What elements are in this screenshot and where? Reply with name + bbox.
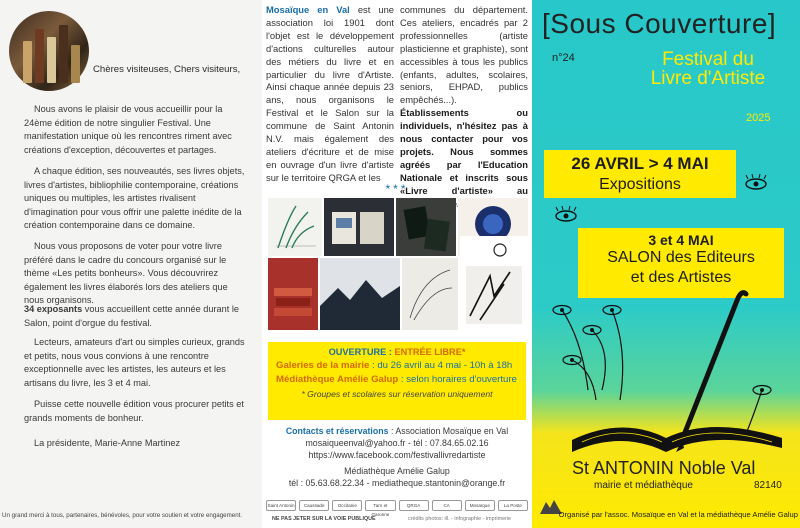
drawing-photo — [402, 258, 458, 330]
facebook-link[interactable]: https://www.facebook.com/festivallivredartiste — [308, 450, 486, 460]
credits-line: crédits photos: ill. - infographie - imprimerie — [408, 516, 512, 522]
welcome-paragraph-4: 34 exposants vous accueillent cette année durant le Salon, point d'orgue du festival. — [24, 304, 240, 328]
salon-line-1: SALON des Editeurs — [607, 249, 755, 266]
cover-panel — [532, 0, 800, 528]
section-separator: *** — [385, 182, 409, 196]
mediatheque-contact[interactable]: tél : 05.63.68.22.34 - mediatheque.stantonin@orange.fr — [288, 478, 506, 488]
thanks-footer: Un grand merci à tous, partenaires, bénévoles, pour votre soutien et votre engagement. — [2, 512, 243, 519]
festival-year: 2025 — [746, 112, 771, 124]
venue-subtitle: mairie et médiathèque — [594, 480, 693, 491]
exhibitions-box — [544, 150, 736, 198]
opening-line: OUVERTURE : ENTRÉE LIBRE* — [328, 347, 466, 357]
president-signature: La présidente, Marie-Anne Martinez — [34, 438, 181, 448]
landscape-print-photo — [320, 258, 400, 330]
tablet-photo — [396, 198, 456, 256]
festival-subtitle: Festival du Livre d'Artiste — [650, 49, 766, 89]
eye-flower-icon — [552, 206, 580, 224]
partner-logo: CA — [432, 500, 462, 511]
red-books-photo — [268, 258, 318, 330]
salon-dates: 3 et 4 MAI — [648, 232, 714, 248]
festival-title: [Sous Couverture] — [542, 8, 777, 39]
partner-logo: QRGA — [399, 500, 429, 511]
contact-heading: Contacts et réservations : Association Mosaïque en Val — [285, 426, 509, 436]
partner-logo: La Poste — [498, 500, 528, 511]
ink-branches-photo — [460, 236, 528, 330]
no-litter-notice: NE PAS JETER SUR LA VOIE PUBLIQUE — [272, 516, 376, 522]
welcome-paragraph-6: Puisse cette nouvelle édition vous procurer petits et grands moments de bonheur. — [24, 399, 244, 423]
partner-logo: Occitanie — [332, 500, 362, 511]
partner-logo: Saint Antonin — [266, 500, 296, 511]
mediatheque-hours: Médiathèque Amélie Galup : selon horaires d'ouverture — [276, 374, 517, 385]
groups-note: * Groupes et scolaires sur réservation uniquement — [301, 389, 493, 399]
welcome-paragraph-2: A chaque édition, ses nouveautés, ses livres objets, livres d'artistes, bibliophilie contemporaine, créations uniques ou multiples, les artistes rivalisent d'imagination pour vous offrir une palette inédite de la création contemporaine dans ce domaine. — [24, 166, 245, 231]
book-cover-photo — [268, 198, 322, 256]
exhibitions-label: Expositions — [599, 176, 681, 193]
association-text: Mosaïque en Val est une association loi 1901 dont l'objet est le développement d'actions culturelles autour des métiers du livre et en particulier du livre d'Artiste. Ainsi chaque année depuis 23 ans, nous organisons le Festival et le Salon sur la commune de Saint Antonin N.V. mais également des ateliers d'écriture et de mise en ouvrage d'un livre d'artiste sur le territoire QRGA et les — [266, 4, 394, 183]
welcome-panel — [0, 0, 262, 528]
town-name: St ANTONIN Noble Val — [572, 458, 756, 478]
opening-hours-box — [268, 342, 526, 420]
books-photo — [9, 11, 89, 91]
greeting: Chères visiteuses, Chers visiteurs, — [93, 64, 241, 75]
workshops-text: communes du département. Ces ateliers, encadrés par 2 professionnelles (artiste plasticienne et graphiste), sont accessibles à tous les publics (enfants, adultes, scolaires, seniors, EHPAD, publics empêchés...). Établissements ou individuels, n'hésitez pas à nous contacter pour vos projets. Nous sommes agréés par l'Education Nationale et inscrits sous «Livre d'artiste» au — [400, 4, 528, 196]
salon-box — [578, 228, 784, 298]
welcome-paragraph-1: Nous avons le plaisir de vous accueillir pour la 24ème édition de notre singulier Festival. Une manifestation unique où les rencontres riment avec créations d'exception, découvertes et partages. — [24, 104, 232, 155]
info-panel — [262, 0, 532, 528]
partner-logo: Caussade — [299, 500, 329, 511]
welcome-paragraph-3: Nous vous proposons de voter pour votre livre préféré dans le cadre du concours organisé sur le thème «Les petits bonheurs». Vous découvrirez également les livres élaborés lors des ateliers que nous organisons. — [24, 241, 228, 306]
partner-logos — [266, 500, 528, 517]
eye-flower-icon — [742, 174, 770, 192]
contact-email-phone[interactable]: mosaiqueenval@yahoo.fr - tél : 07.84.65.02.16 — [305, 438, 489, 448]
edition-number: n°24 — [552, 52, 575, 64]
welcome-paragraph-5: Lecteurs, amateurs d'art ou simples curieux, grands et petits, nous vous convions à une rencontre exceptionnelle avec les artistes, les auteurs et les artisans du livre, les 3 et 4 mai. — [24, 337, 245, 388]
open-book-photo — [324, 198, 394, 256]
postal-code: 82140 — [754, 480, 782, 491]
mediatheque-name: Médiathèque Amélie Galup — [344, 466, 450, 476]
partner-logo: Mosaïque — [465, 500, 495, 511]
organizer-line: Organisé par l'assoc. Mosaïque en Val et la médiathèque Amélie Galup — [558, 510, 798, 519]
exhibitions-dates: 26 AVRIL > 4 MAI — [571, 154, 709, 173]
partner-logo: Tarn et Garonne — [365, 500, 395, 511]
galleries-hours: Galeries de la mairie : du 26 avril au 4 mai - 10h à 18h — [276, 360, 513, 371]
salon-line-2: et des Artistes — [630, 269, 732, 286]
open-book-illustration — [532, 290, 800, 470]
